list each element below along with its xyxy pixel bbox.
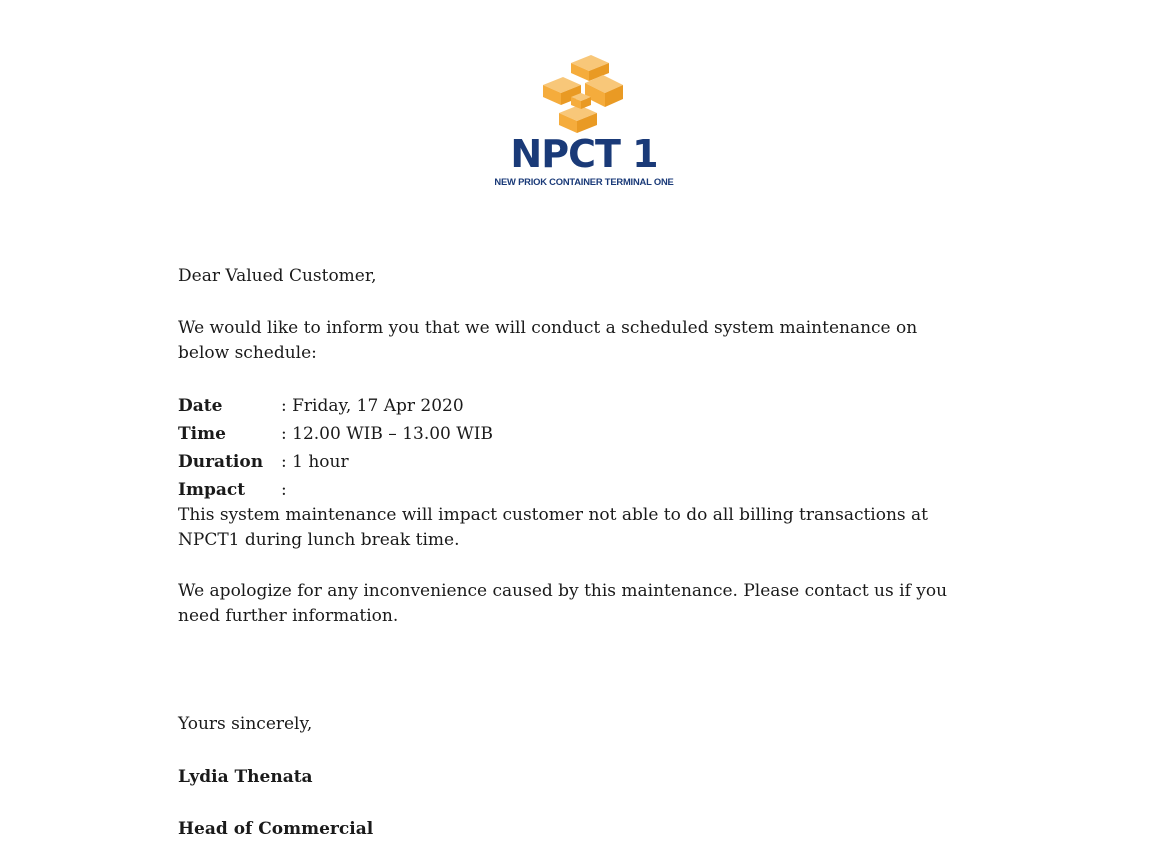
intro-paragraph: We would like to inform you that we will conduct a scheduled system maintenance on below schedule: <box>178 317 918 363</box>
detail-value: : Friday, 17 Apr 2020 <box>281 395 464 416</box>
detail-row-duration <box>178 448 968 476</box>
logo-wordmark: NPCT 1 <box>510 132 658 176</box>
closing: Yours sincerely, <box>178 714 313 734</box>
signature-title: Head of Commercial <box>178 819 374 839</box>
letter-body <box>178 264 968 630</box>
detail-label: Date <box>178 395 223 416</box>
npct1-logo <box>486 55 682 189</box>
detail-row-impact <box>178 476 968 504</box>
detail-value: : <box>281 479 287 500</box>
logo-tagline: NEW PRIOK CONTAINER TERMINAL ONE <box>494 176 674 187</box>
greeting: Dear Valued Customer, <box>178 266 377 286</box>
apology-paragraph: We apologize for any inconvenience caused by this maintenance. Please contact us if you need further information. <box>178 580 948 626</box>
stacked-containers-icon <box>541 55 625 135</box>
schedule-details <box>178 392 968 504</box>
detail-row-time <box>178 420 968 448</box>
detail-row-date <box>178 392 968 420</box>
detail-label: Duration <box>178 451 264 472</box>
detail-value: : 12.00 WIB – 13.00 WIB <box>281 423 493 444</box>
signature-name: Lydia Thenata <box>178 767 313 787</box>
detail-label: Impact <box>178 479 246 500</box>
impact-description: This system maintenance will impact customer not able to do all billing transactions at NPCT1 during lunch break time. <box>178 504 929 550</box>
detail-value: : 1 hour <box>281 451 349 472</box>
detail-label: Time <box>178 423 226 444</box>
